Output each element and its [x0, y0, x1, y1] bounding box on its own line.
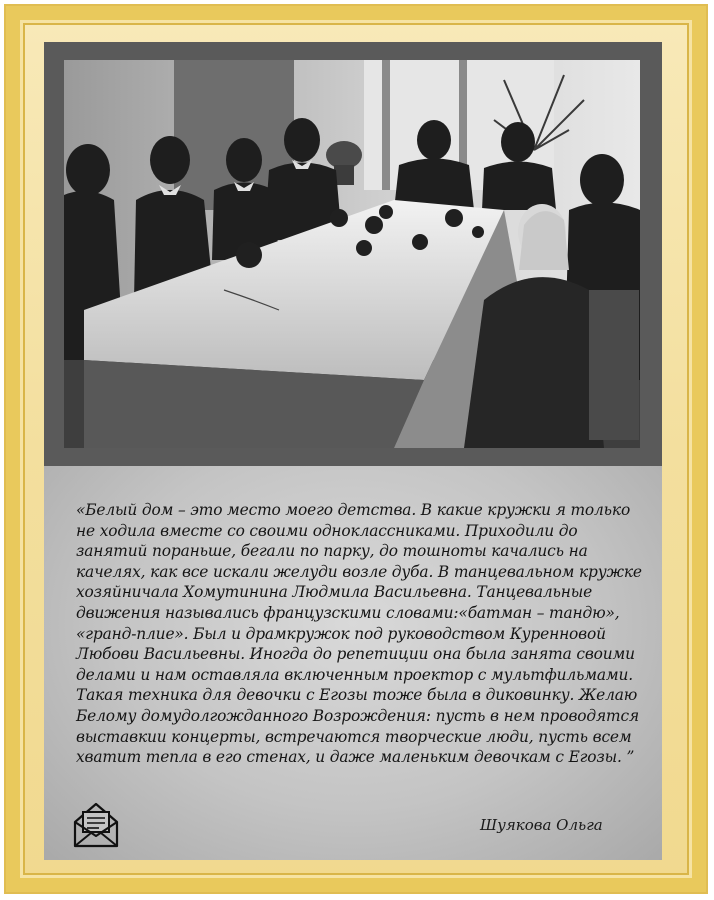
quote-line: Любови Васильевны. Иногда до репетиции она была занята своими: [76, 645, 635, 664]
envelope-letter-icon: [72, 800, 120, 850]
quote-line: «гранд-плие». Был и драмкружок под руководством Куренновой: [76, 624, 606, 643]
quote-line: «Белый дом – это место моего детства. В какие кружки я только: [76, 501, 631, 519]
quote-line: выставкии концерты, встречаются творческие люди, пусть всем: [76, 727, 632, 746]
quote-line: Белому домудолгожданного Возрождения: пусть в нем проводятся: [76, 706, 639, 725]
memoir-quote: [76, 500, 646, 768]
quote-line: хозяйничала Хомутинина Людмила Васильевна. Танцевальные: [76, 583, 593, 602]
quote-line: не ходила вместе со своими одноклассниками. Приходили до: [76, 521, 578, 540]
quote-line: занятий пораньше, бегали по парку, до тошноты качались на: [76, 542, 588, 561]
archive-photo-knitting-class: [64, 60, 640, 448]
author-signature: Шуякова Ольга: [480, 816, 603, 834]
quote-line: движения назывались французскими словами:«батман – тандю»,: [76, 603, 620, 622]
quote-line: хватит тепла в его стенах, и даже маленьким девочкам с Егозы. ”: [76, 748, 635, 767]
quote-line: делами и нам оставляла включенным проектор с мультфильмами.: [76, 665, 633, 684]
quote-line: Такая техника для девочки с Егозы тоже была в диковинку. Желаю: [76, 686, 638, 705]
quote-line: качелях, как все искали желуди возле дуба. В танцевальном кружке: [76, 562, 642, 581]
